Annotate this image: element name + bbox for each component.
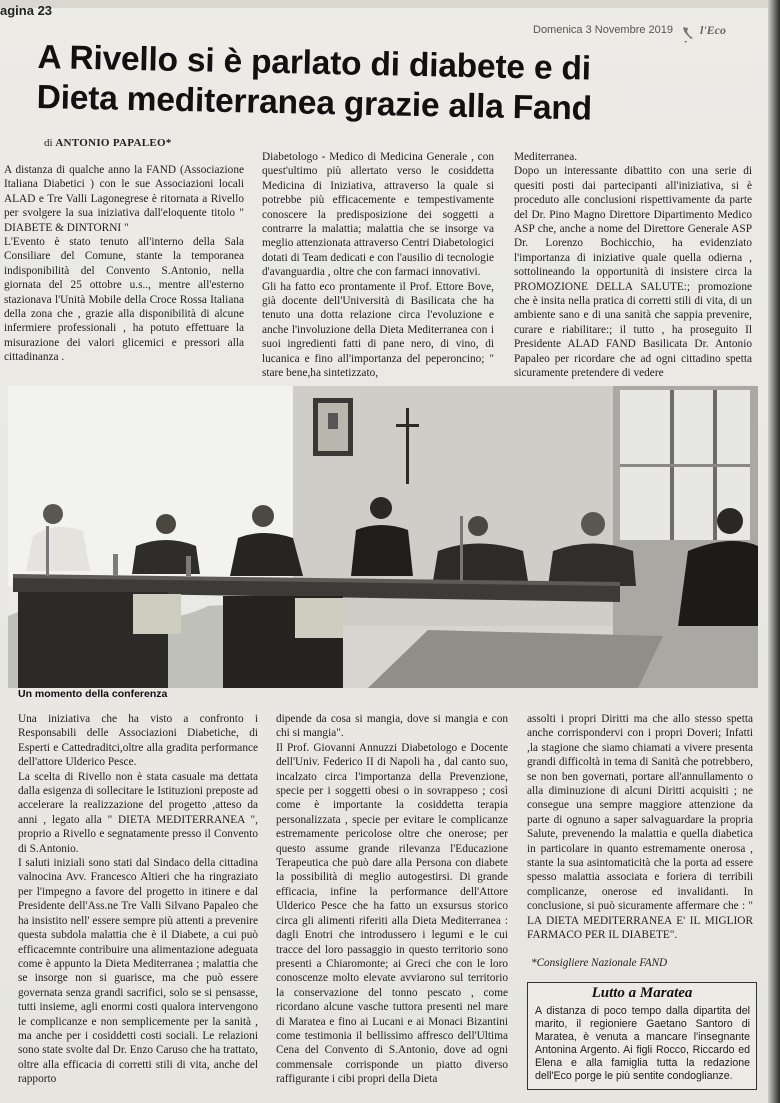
paragraph: dipende da cosa si mangia, dove si mangia e con chi si mangia". <box>276 713 508 740</box>
author-footnote: *Consigliere Nazionale FAND <box>531 957 668 969</box>
article-headline <box>36 38 738 133</box>
column-2-top <box>262 150 494 381</box>
paragraph: Dopo un interessante dibattito con una serie di quesiti posti dai partecipanti all'iniziativa, si è proceduto alle conclusioni rispettivamente da parte del Dr. Pino Magno Direttore Dipartimento Medico ASP che, anche a nome del Direttore Generale ASP Dr. Lorenzo Bochicchio, ha evidenziato l'importanza di iniziative quale quella odierna , sottolineando la opportunità di insistere circa la PROMOZIONE DELLA SALUTE:; promozione che è insita nella pratica di corretti stili di vita, di un ambiente sano e di una sanità che sappia prevenire, curare e riabilitare:; il tutto , ha proseguito Il Presidente ALAD FAND Basilicata Dr. Antonio Papaleo per ricordare che ad ogni cittadino spetta sicuramente pretendere di vedere <box>514 165 752 380</box>
headline-line-2: Dieta mediterranea grazie alla Fand <box>36 78 593 128</box>
page-spine-shadow <box>768 0 780 1103</box>
masthead-logo: l'Eco <box>700 23 726 37</box>
byline <box>44 137 172 149</box>
issue-date: Domenica 3 Novembre 2019 <box>533 24 674 36</box>
obituary-body: A distanza di poco tempo dalla dipartita del marito, il regioniere Gaetano Santoro di Maratea, è venuta a mancare l'insegnante Antonina Argento. Ai figli Rocco, Riccardo ed Elena e alla famiglia tutta la redazione dell'Eco porge le più sentite condoglianze. <box>535 1005 750 1082</box>
paragraph: assolti i propri Diritti ma che allo stesso spetta anche corrispondervi con i propri Doveri; Infatti ,la stagione che siamo chiamati a vivere presenta grandi difficoltà in tema di Sanità che potrebbero, se non ben governati, portare all'annullamento o alla diminuzione di alcuni Diritti acquisiti ; ne consegue una sempre maggiore attenzione da parte di ognuno a saper salvaguardare la propria Salute, prevenendo la malattia e quella diabetica in particolare in quanto estremamente onerosa , stante la sua asintomaticità che la porta ad essere spesso malattia associata e foriera di terribili complicanze, onerose ed invalidanti. In conclusione, si può sicuramente affermare che : " LA DIETA MEDITERRANEA E' IL MIGLIOR FARMACO PER IL DIABETE". <box>527 713 753 942</box>
italy-map-icon <box>680 26 694 44</box>
paragraph: I saluti iniziali sono stati dal Sindaco della cittadina valnocina Avv. Francesco Altieri che ha ringraziato per l'impegno a favore del progetto in itinere e dal Presidente dell'Ass.ne Tre Valli Silvano Papaleo che ha insistito nell' essere sempre più attenti a prevenire questa subdola malattia che è il Diabete, a cui può efficacemnte contribuire una alimentazione adeguata come è appunto la Dieta Mediterranea ; malattia che se insorge non si guarisce, ma che può essere governata senza grandi sacrifici, solo se si pensasse, tutti insieme, agli enormi costi qualora intervengono le complicanze e non semplicemente per la sanità , ma anche per i cosiddetti costi sociali. Le relazioni sono state svolte dal Dr. Enzo Caruso che ha trattato, oltre alla efficacia di corretti stili di vita, anche del rapporto <box>18 857 258 1086</box>
conference-photo-illustration <box>8 386 758 688</box>
obituary-box <box>527 982 757 1090</box>
paragraph: Mediterranea. <box>514 151 578 163</box>
column-3-top <box>514 150 752 381</box>
paragraph: Il Prof. Giovanni Annuzzi Diabetologo e Docente dell'Univ. Federico II di Napoli ha , dal canto suo, incalzato circa l'importanza della Prevenzione, specie per i soggetti obesi o in sovrappeso ; così come è importante la cosiddetta terapia personalizzata , specie per evitare le complicanze estremamente pericolose oltre che onerose; per questo assume grande rilevanza l'Educazione Terapeutica che può dare alla Persona con diabete la possibilità di meglio autogestirsi. Di grande efficacia, infine la performance dell'Attore Ulderico Pesce che ha fatto un exsursus storico circa gli alimenti riferiti alla Dieta Mediterranea : dagli Enotri che introdussero i legumi e le cui tracce del loro passaggio in questo territorio sono presenti a Chiaromonte; ai Greci che con le loro conoscenze molto elevate avviarono sul territorio la conservazione del tonno pescato , come ricordano alcune vasche tuttora presenti nel mare di Maratea e fino ai Lucani e ai Monaci Bizantini come testimonia il bellissimo affresco dell'Ultima Cena del Convento di S.Antonio, dove ad ogni commensale corrisponde un piatto diverso raffigurante i cibi propri della Dieta <box>276 741 508 1086</box>
page-number: agina 23 <box>0 3 53 18</box>
headline-line-1: A Rivello si è parlato di diabete e di <box>37 38 592 88</box>
paragraph: L'Evento è stato tenuto all'interno della Sala Consiliare del Comune, stante la temporanea indisponibilità del Convento S.Antonio, nella giornata del 25 ottobre u.s.., mentre all'esterno stazionava l'Unità Mobile della Croce Rossa Italiana della zona che , grazie alla disponibilità di alcune infermiere professionali , ha potuto effettuare la misurazione dei valori glicemici e pressori alla cittadinanza . <box>4 236 244 364</box>
paragraph: Diabetologo - Medico di Medicina Generale , con quest'ultimo più allertato verso le cosiddetta Medicina di Iniziativa, attraverso la quale si potrebbe più efficacemente e tempestivamente conoscere la predisposizione dei soggetti a contrarre la malattia; malattia che se insorge va meglio attenzionata attraverso Centri Diabetologici dotati di Team dedicati e con l'ausilio di tecnologie d'avanguardia , oltre che con farmaci innovativi. <box>262 151 494 279</box>
column-2-bottom <box>276 712 508 1087</box>
column-3-bottom <box>527 712 753 943</box>
paragraph: Gli ha fatto eco prontamente il Prof. Ettore Bove, già docente dell'Università di Basilicata che ha tenuto una dotta relazione circa l'evoluzione e anche l'involuzione della Dieta Mediterranea con i suoi ingredienti fatti di pane nero, di vino, di lucanica e fino all'importanza del peperoncino; " stare bene,ha sintetizzato, <box>262 280 494 380</box>
conference-photo <box>8 386 758 688</box>
paragraph: A distanza di qualche anno la FAND (Associazione Italiana Diabetici ) con le sue Associazioni locali ALAD e Tre Valli Lagonegrese è ritornata a Rivello per svolgere la sua iniziativa dall'eloquente titolo " DIABETE & DINTORNI " <box>4 164 244 234</box>
obituary-title: Lutto a Maratea <box>591 985 693 1001</box>
byline-author: ANTONIO PAPALEO* <box>55 137 172 149</box>
top-edge <box>0 0 780 8</box>
paragraph: La scelta di Rivello non è stata casuale ma dettata dalla esigenza di sollecitare le Istituzioni preposte ad accelerare la realizzazione del progetto ,atteso da anni , legato alla " DIETA MEDITERRANEA ", proprio a Rivello e segnatamente presso il Convento di S.Antonio. <box>18 770 258 855</box>
paragraph: Una iniziativa che ha visto a confronto i Responsabili delle Associazioni Diabetiche, di Esperti e Cattedraditci,oltre alla gradita performance dell'attore Ulderico Pesce. <box>18 713 258 769</box>
column-1-bottom <box>18 712 258 1087</box>
photo-caption: Un momento della conferenza <box>18 688 168 700</box>
byline-prefix: di <box>44 137 53 149</box>
column-1-top <box>4 163 244 365</box>
